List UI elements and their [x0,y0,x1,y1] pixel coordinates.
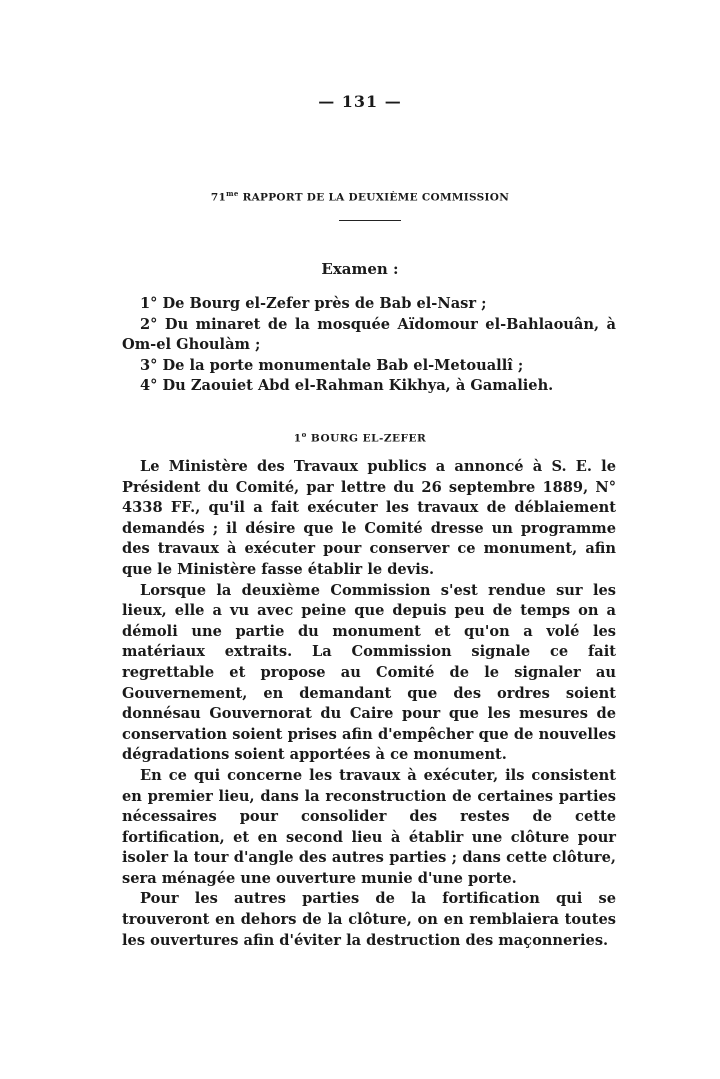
examination-items-list [122,294,616,397]
page-number: — 131 — [318,92,402,111]
section-body [122,457,616,951]
examination-item-2: 2° Du minaret de la mosquée Aïdomour el-Bahlaouân, à Om-el Ghoulàm ; [122,315,616,354]
examination-item-3: 3° De la porte monumentale Bab el-Metouallî ; [140,356,524,374]
section-title-text: BOURG EL-ZEFER [310,432,427,445]
section-title [0,430,720,445]
examen-heading: Examen : [321,260,399,278]
report-number-superscript: me [226,189,239,198]
section-number: 1 [293,432,302,445]
paragraph-4: Pour les autres parties de la fortification qui se trouveront en dehors de la clôture, on en remblaiera toutes les ouvertures afin d'éviter la destruction des maçonneries. [122,890,616,949]
paragraph-3: En ce qui concerne les travaux à exécuter, ils consistent en premier lieu, dans la reconstruction de certaines parties nécessaires pour consolider des restes de cette fortification, et en second lieu à établir une clôture pour isoler la tour d'angle des autres parties ; dans cette clôture, sera ménagée une ouverture munie d'une porte. [122,766,616,887]
paragraph-2: Lorsque la deuxième Commission s'est rendue sur les lieux, elle a vu avec peine que depuis peu de temps on a démoli une partie du monument et qu'on a volé les matériaux extraits. La Commission signale ce fait regrettable et propose au Comité de le signaler au Gouvernement, en demandant que des ordres soient donnésau Gouvernorat du Caire pour que les mesures de conservation soient prises afin d'empêcher que de nouvelles dégradations soient apportées à ce monument. [122,581,616,764]
section-number-superscript: o [301,430,307,439]
report-number: 71 [210,191,227,204]
report-title-text: RAPPORT DE LA DEUXIÈME COMMISSION [242,191,510,204]
examination-item-4: 4° Du Zaouiet Abd el-Rahman Kikhya, à Gamalieh. [140,377,554,395]
report-title [0,189,720,204]
examination-item-1: 1° De Bourg el-Zefer près de Bab el-Nasr ; [140,295,487,312]
paragraph-1: Le Ministère des Travaux publics a annoncé à S. E. le Président du Comité, par lettre du 26 septembre 1889, N° 4338 FF., qu'il a fait exécuter les travaux de déblaiement demandés ; il désire que le Comité dresse un programme des travaux à exécuter pour conserver ce monument, afin que le Ministère fasse établir le devis. [122,458,616,578]
title-divider [339,220,401,221]
